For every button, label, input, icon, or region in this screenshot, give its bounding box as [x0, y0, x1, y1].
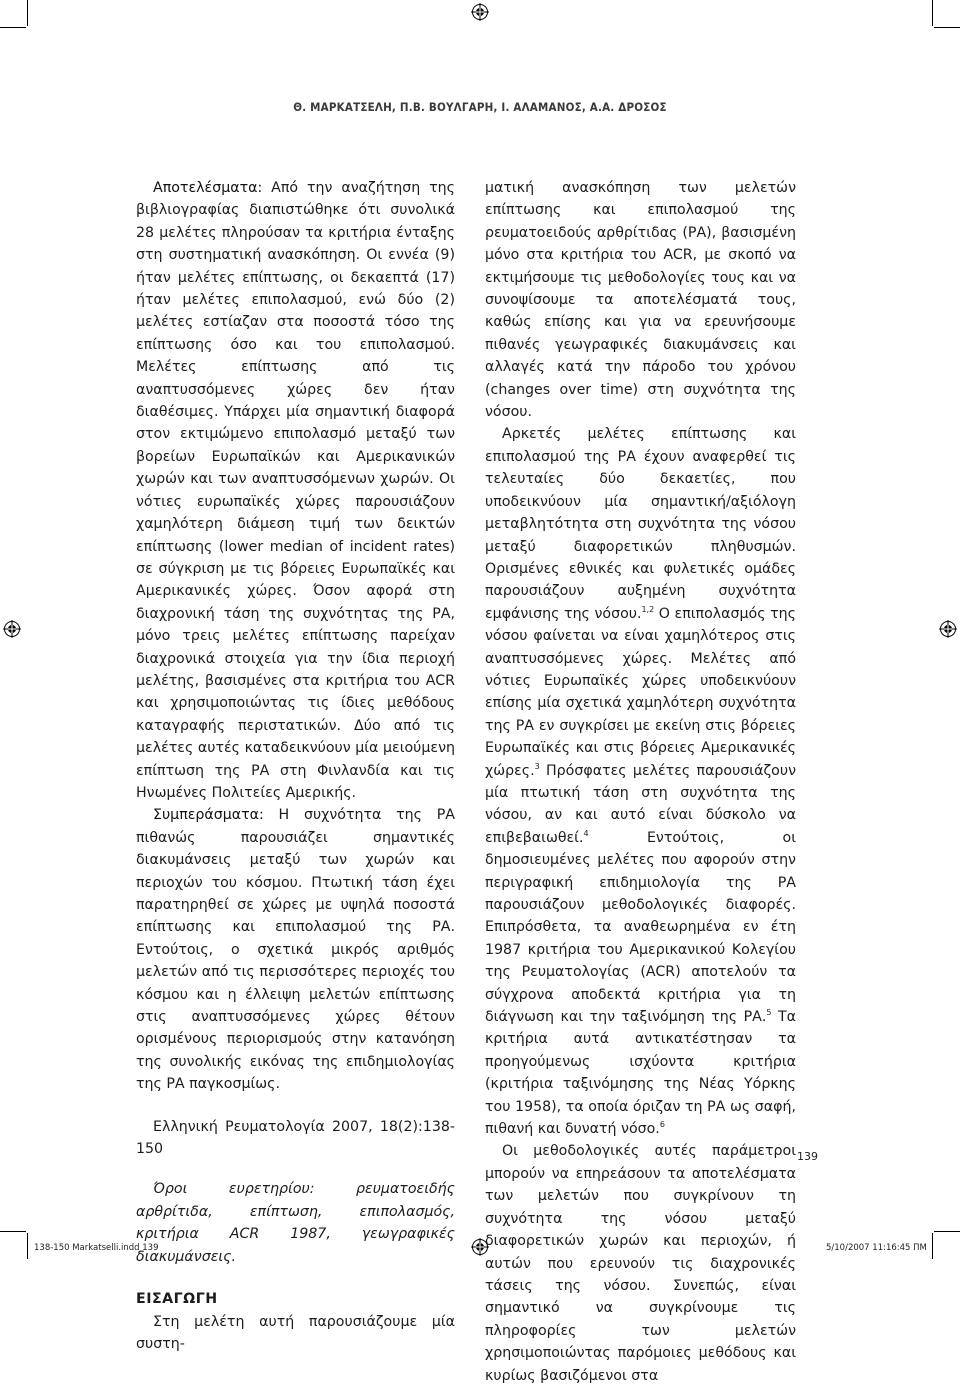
running-head: Θ. ΜΑΡΚΑΤΣΕΛΗ, Π.Β. ΒΟΥΛΓΑΡΗ, Ι. ΑΛΑΜΑΝΟΣ, Α.Α. ΔΡΟΣΟΣ: [293, 100, 667, 114]
results-label: Αποτελέσματα:: [153, 180, 263, 196]
journal-citation: Ελληνική Ρευματολογία 2007, 18(2):138-150: [136, 1118, 455, 1158]
conclusions-text: Η συχνότητα της ΡΑ πιθανώς παρουσιάζει σημαντικές διακυμάνσεις μεταξύ των χωρών και περιοχών του κόσμου. Πτωτική τάση έχει παρατηρηθεί σε χώρες με υψηλά ποσοστά επίπτωσης και επιπολασμού της ΡΑ. Εντούτοις, ο σχετικά μικρός αριθμός μελετών από τις περισσότερες περιοχές του κόσμου και η έλλειψη μελετών επίπτωσης στις αναπτυσσόμενες χώρες θέτουν ορισμένους περιορισμούς στην κατανόηση της συνολικής εικόνας της επιδημιολογίας της ΡΑ παγκοσμίως.: [136, 807, 455, 1093]
reference-superscript: 1,2: [641, 604, 655, 614]
crop-mark: [0, 27, 26, 28]
paragraph-text: Τα κριτήρια αυτά αντικατέστησαν τα προηγούμενως ισχύοντα κριτήρια (κριτήρια ταξινόμησης της Νέας Υόρκης του 1958), τα οποία όριζαν τη ΡΑ ως σαφή, πιθανή και δυνατή νόσο.: [485, 1009, 796, 1138]
crop-mark: [932, 1233, 933, 1259]
slug-date: 5/10/2007 11:16:45 ΠΜ: [826, 1243, 927, 1253]
page-number: 139: [797, 1150, 818, 1163]
keywords-text: ρευματοειδής αρθρίτιδα, επίπτωση, επιπολασμός, κριτήρια ACR 1987, γεωγραφικές διακυμάνσεις.: [136, 1181, 455, 1265]
crop-mark: [934, 27, 960, 28]
conclusions-label: Συμπεράσματα:: [153, 807, 264, 824]
conclusions-paragraph: [136, 804, 455, 1095]
keywords-label: Όροι ευρετηρίου:: [153, 1181, 315, 1198]
reference-superscript: 6: [659, 1120, 665, 1130]
slug-filename: 138-150 Markatselli.indd 139: [34, 1243, 159, 1253]
paragraph-text: Πρόσφατες μελέτες παρουσιάζουν μία πτωτική τάση στη συχνότητα της νόσου, αν και αυτό είναι δύσκολο να επιβεβαιωθεί.: [485, 762, 796, 846]
crop-mark: [934, 1231, 960, 1232]
intro-heading: ΕΙΣΑΓΩΓΗ: [136, 1291, 218, 1308]
crop-mark: [27, 0, 28, 26]
paragraph-text: Εντούτοις, οι δημοσιευμένες μελέτες που αφορούν στην περιγραφική επιδημιολογία της ΡΑ παρουσιάζουν μεθοδολογικές διαφορές. Επιπρόσθετα, τα αναθεωρημένα εν έτη 1987 κριτήρια του Αμερικανικού Κολεγίου της Ρευματολογίας (ACR) αποτελούν τα σύγχρονα αποδεκτά κριτήρια για τη διάγνωση και την ταξινόμηση της ΡΑ.: [485, 829, 796, 1026]
crop-mark: [932, 0, 933, 26]
reference-superscript: 4: [583, 828, 589, 838]
results-paragraph: [136, 177, 455, 804]
results-text: Από την αναζήτηση της βιβλιογραφίας διαπιστώθηκε ότι συνολικά 28 μελέτες πληρούσαν τα κριτήρια ένταξης στη συστηματική ανασκόπηση. Οι εννέα (9) ήταν μελέτες επίπτωσης, οι δεκαεπτά (17) ήταν μελέτες επιπολασμού, ενώ δύο (2) μελέτες εστίαζαν στα ποσοστά τόσο της επίπτωσης όσο και του επιπολασμού. Μελέτες επίπτωσης από τις αναπτυσσόμενες χώρες δεν ήταν διαθέσιμες. Υπάρχει μία σημαντική διαφορά στον εκτιμώμενο επιπολασμό μεταξύ των βορείων Ευρωπαϊκών και Αμερικανικών χωρών και των αναπτυσσόμενων χωρών. Οι νότιες ευρωπαϊκές χώρες παρουσιάζουν χαμηλότερη διάμεση τιμή των δεικτών επίπτωσης (lower median of incident rates) σε σύγκριση με τις βόρειες Ευρωπαϊκές και Αμερικανικές χώρες. Όσον αφορά στη διαχρονική τάση της συχνότητας της ΡΑ, μόνο τρεις μελέτες επίπτωσης παρείχαν διαχρονικά στοιχεία για την ίδια περιοχή μελέτης, βασισμένες στα κριτήρια του ACR και χρησιμοποιώντας τις ίδιες μεθόδους καταγραφής περιστατικών. Δύο από τις μελέτες αυτές καταδεικνύουν μία μειούμενη επίπτωση της ΡΑ στη Φινλανδία και τις Ηνωμένες Πολιτείες Αμερικής.: [136, 180, 455, 801]
crop-mark: [0, 1231, 26, 1232]
right-column: [485, 177, 796, 1387]
right-paragraph-1: ματική ανασκόπηση των μελετών επίπτωσης και επιπολασμού της ρευματοειδούς αρθρίτιδας (ΡΑ), βασισμένη μόνο στα κριτήρια του ACR, με σκοπό να εκτιμήσουμε τις μεθοδολογίες τους και να συνοψίσουμε τα αποτελέσματά τους, καθώς επίσης και για να ερευνήσουμε πιθανές γεωγραφικές διακυμάνσεις και αλλαγές κατά την πάροδο του χρόνου (changes over time) στη συχνότητα της νόσου.: [485, 180, 796, 421]
registration-mark-icon: [3, 620, 21, 638]
reference-superscript: 5: [766, 1008, 772, 1018]
right-paragraph-2: [485, 423, 796, 1140]
crop-mark: [27, 1233, 28, 1259]
reference-superscript: 3: [534, 761, 540, 771]
paragraph-text: Αρκετές μελέτες επίπτωσης και επιπολασμού της ΡΑ έχουν αναφερθεί τις τελευταίες δύο δεκαετίες, που υποδεικνύουν μία σημαντική/αξιόλογη μεταβλητότητα στη συχνότητα της νόσου μεταξύ διαφορετικών πληθυσμών. Ορισμένες εθνικές και φυλετικές ομάδες παρουσιάζουν αυξημένη συχνότητα εμφάνισης της νόσου.: [485, 426, 796, 622]
paragraph-text: Ο επιπολασμός της νόσου φαίνεται να είναι χαμηλότερος στις αναπτυσσόμενες χώρες. Μελέτες από νότιες Ευρωπαϊκές χώρες υποδεικνύουν επίσης μία σχετικά χαμηλότερη συχνότητα της ΡΑ εν συγκρίσει με εκείνη στις βόρειες Ευρωπαϊκές και στις βόρειες Αμερικανικές χώρες.: [485, 605, 796, 779]
registration-mark-icon: [471, 3, 489, 21]
right-paragraph-3: Οι μεθοδολογικές αυτές παράμετροι μπορούν να επηρεάσουν τα αποτελέσματα των μελετών που συγκρίνουν τη συχνότητα της νόσου μεταξύ διαφορετικών χωρών και περιοχών, ή αυτών που ερευνούν τις διαχρονικές τάσεις της νόσου. Συνεπώς, είναι σημαντικό να συγκρίνουμε τις πληροφορίες των μελετών χρησιμοποιώντας παρόμοιες μεθόδους και κυρίως βασιζόμενοι στα: [485, 1143, 796, 1384]
left-column: [136, 177, 455, 1355]
intro-paragraph: Στη μελέτη αυτή παρουσιάζουμε μία συστη-: [136, 1313, 455, 1352]
keywords-paragraph: [136, 1178, 455, 1268]
registration-mark-icon: [939, 620, 957, 638]
